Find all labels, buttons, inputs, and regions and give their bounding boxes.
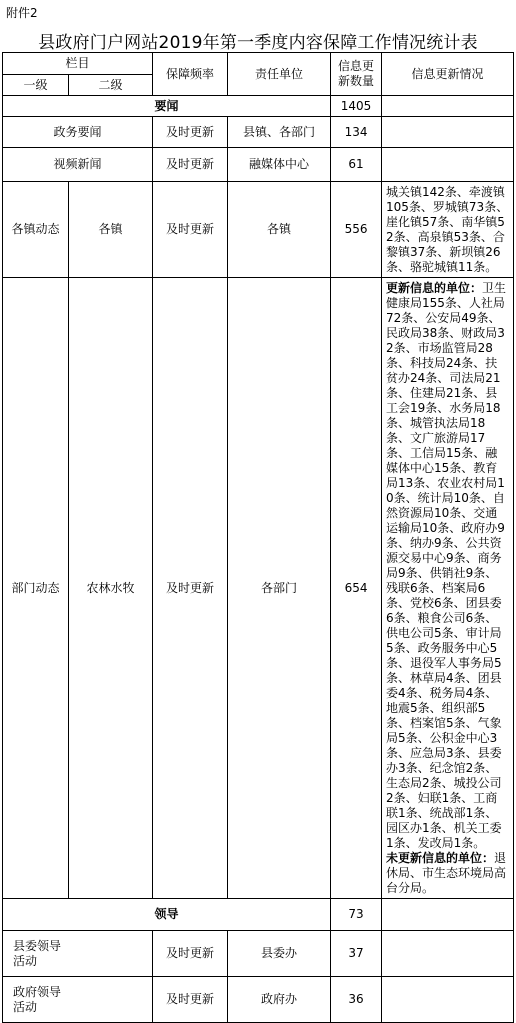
section-label-news: 要闻 <box>3 96 331 117</box>
section-count-leaders: 73 <box>331 899 382 931</box>
header-row-1 <box>3 53 514 75</box>
row-count: 134 <box>331 117 382 148</box>
row-count: 654 <box>331 278 382 899</box>
section-row-news <box>3 96 514 117</box>
row-level1 <box>3 931 153 977</box>
table-row <box>3 117 514 148</box>
row-count: 36 <box>331 977 382 1023</box>
row-situation: 城关镇142条、牵渡镇105条、罗城镇73条、崖化镇57条、南华镇52条、高泉镇53条、合黎镇37条、新坝镇26条、骆驼城镇11条。 <box>382 182 514 278</box>
frequency-header: 保障频率 <box>153 53 228 96</box>
row-frequency: 及时更新 <box>153 278 228 899</box>
row-level1-text: 县委领导活动 <box>13 938 62 968</box>
row-level1: 视频新闻 <box>3 148 153 182</box>
row-situation <box>382 931 514 977</box>
page-title: 县政府门户网站2019年第一季度内容保障工作情况统计表 <box>38 33 478 53</box>
row-level2: 农林水牧 <box>69 278 153 899</box>
row-responsible: 各部门 <box>228 278 331 899</box>
row-situation <box>382 148 514 182</box>
section-situation-news <box>382 96 514 117</box>
row-responsible: 政府办 <box>228 977 331 1023</box>
level1-header: 一级 <box>3 75 69 96</box>
row-responsible: 县镇、各部门 <box>228 117 331 148</box>
row-responsible: 各镇 <box>228 182 331 278</box>
level2-header: 二级 <box>69 75 153 96</box>
updated-units-label: 更新信息的单位： <box>386 281 483 295</box>
attachment-label: 附件2 <box>6 6 38 20</box>
table-row <box>3 278 514 899</box>
count-header-line2: 新数量 <box>338 74 375 88</box>
row-count: 61 <box>331 148 382 182</box>
row-level2: 各镇 <box>69 182 153 278</box>
row-frequency: 及时更新 <box>153 931 228 977</box>
statistics-table <box>2 52 514 1023</box>
table-row <box>3 182 514 278</box>
row-count: 556 <box>331 182 382 278</box>
count-header <box>331 53 382 96</box>
row-level1 <box>3 977 153 1023</box>
not-updated-units-label: 未更新信息的单位： <box>386 851 495 865</box>
row-responsible: 县委办 <box>228 931 331 977</box>
row-level1: 各镇动态 <box>3 182 69 278</box>
table-row <box>3 931 514 977</box>
row-frequency: 及时更新 <box>153 148 228 182</box>
row-level1: 政务要闻 <box>3 117 153 148</box>
situation-header: 信息更新情况 <box>382 53 514 96</box>
row-level1: 部门动态 <box>3 278 69 899</box>
responsible-header: 责任单位 <box>228 53 331 96</box>
row-frequency: 及时更新 <box>153 977 228 1023</box>
row-frequency: 及时更新 <box>153 182 228 278</box>
section-situation-leaders <box>382 899 514 931</box>
section-count-news: 1405 <box>331 96 382 117</box>
row-situation <box>382 977 514 1023</box>
column-group-header: 栏目 <box>3 53 153 75</box>
section-label-leaders: 领导 <box>3 899 331 931</box>
row-frequency: 及时更新 <box>153 117 228 148</box>
not-updated-units-text: 退休局、市生态环境局高台分局。 <box>386 851 507 895</box>
row-situation <box>382 117 514 148</box>
row-situation <box>382 278 514 899</box>
row-count: 37 <box>331 931 382 977</box>
row-responsible: 融媒体中心 <box>228 148 331 182</box>
table-row <box>3 977 514 1023</box>
section-row-leaders <box>3 899 514 931</box>
updated-units-text: 卫生健康局155条、人社局72条、公安局49条、民政局38条、财政局32条、市场监管局28条、科技局24条、扶贫办24条、司法局21条、住建局21条、县工会19条、水务局18条、城管执法局18条、文广旅游局17条、工信局15条、融媒体中心15条、教育局13条、农业农村局10条、统计局10条、自然资源局10条、交通运输局10条、政府办9条、纳办9条、公共资源交易中心9条、商务局9条、供销社9条、残联6条、档案局6条、党校6条、团县委6条、粮食公司6条、供电公司5条、审计局5条、政务服务中心5条、退役军人事务局5条、林草局4条、团县委4条、税务局4条、地震5条、组织部5条、档案馆5条、气象局5条、公积金中心3条、应急局3条、县委办3条、纪念馆2条、生态局2条、城投公司2条、妇联1条、工商联1条、统战部1条、园区办1条、机关工委1条、发改局1条。 <box>386 281 507 850</box>
count-header-line1: 信息更 <box>338 59 375 73</box>
row-level1-text: 政府领导活动 <box>13 984 62 1014</box>
table-row <box>3 148 514 182</box>
